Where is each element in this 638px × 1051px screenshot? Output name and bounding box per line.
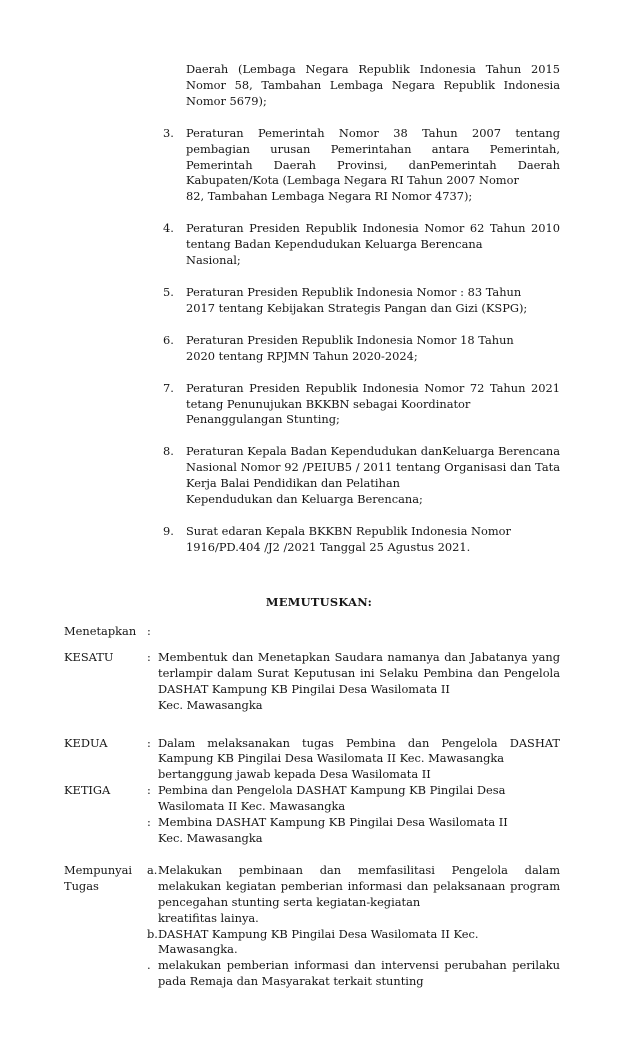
list-item-text: Peraturan Presiden Republik Indonesia Nomor 18 Tahun [186,332,514,347]
list-item-text: Peraturan Pemerintah Nomor 38 Tahun 2007 tentang pembagian urusan Pemerintahan antara Pemerintah, Pemerintah Daerah Provinsi, danPemerintah Daerah Kabupaten/Kota (Lembaga Negara RI Tahun 2007 Nomor [186,125,560,188]
dictum-colon: : [147,815,151,830]
dictum-row-menetapkan [64,624,560,640]
spacer [64,847,564,863]
dictum-row-ketiga-extra [64,815,560,847]
list-item-lastline: 1916/PD.404 /J2 /2021 Tanggal 25 Agustus 2021. [186,539,471,554]
list-item-body [186,333,560,365]
list-item [160,381,560,429]
tugas-lettered-list [147,863,560,990]
list-item-text: Surat edaran Kepala BKKBN Republik Indonesia Nomor [186,523,511,538]
tugas-item-lastline: Mawasangka. [158,942,238,957]
tugas-item [147,927,560,959]
dictum-content [158,815,560,847]
dictum-content-lastline: Wasilomata II Kec. Mawasangka [158,799,346,814]
tugas-item-marker: b. [147,926,158,941]
list-item-text: Peraturan Presiden Republik Indonesia Nomor : 83 Tahun [186,284,522,299]
list-item-marker: 4. [163,221,174,236]
list-item-body [186,285,560,317]
list-item-lastline: 2020 tentang RPJMN Tahun 2020-2024; [186,348,418,363]
list-item [160,444,560,508]
list-item-body [186,524,560,556]
dictum-row-mempunyai-tugas [64,863,560,990]
dictum-colon: : [147,783,151,798]
dictum-label: Menetapkan [64,624,137,638]
continued-paragraph: Daerah (Lembaga Negara Republik Indonesia Tahun 2015 Nomor 58, Tambahan Lembaga Negara Republik Indonesia Nomor 5679); [186,62,560,108]
tugas-item-lastline: kreatifitas lainya. [158,910,259,925]
list-item-marker: 3. [163,125,174,140]
tugas-item-text: melakukan pemberian informasi dan intervensi perubahan perilaku pada Remaja dan Masyarakat terkait stunting [158,958,560,989]
dictum-label [64,863,147,895]
list-item-text: Peraturan Presiden Republik Indonesia Nomor 62 Tahun 2010 tentang Badan Kependudukan Keluarga Berencana [186,221,560,252]
list-item-lastline: 82, Tambahan Lembaga Negara RI Nomor 4737); [186,189,473,204]
dictum-content-lastline: bertanggung jawab kepada Desa Wasilomata II [158,767,431,782]
dictum-row-ketiga [64,783,560,815]
list-item-text: Peraturan Kepala Badan Kependudukan danKeluarga Berencana Nasional Nomor 92 /PEIUB5 / 2011 tentang Organisasi dan Tata Kerja Balai Pendidikan dan Pelatihan [186,444,560,491]
dictum-label-line2: Tugas [64,878,99,893]
dictum-content-lastline: Kec. Mawasangka [158,830,263,845]
dictum-content-text: Membina DASHAT Kampung KB Pingilai Desa Wasilomata II [158,815,508,830]
dictum-colon: : [147,735,151,750]
dictum-content [158,736,560,784]
dictum-colon: : [147,649,151,664]
dictum-row-kesatu [64,650,560,714]
list-item [160,126,560,206]
list-item-body [186,444,560,508]
tugas-item [147,958,560,990]
list-item-body [186,221,560,269]
list-item-lastline: 2017 tentang Kebijakan Strategis Pangan dan Gizi (KSPG); [186,300,528,315]
tugas-item-text: DASHAT Kampung KB Pingilai Desa Wasilomata II Kec. [158,926,479,941]
tugas-item-marker: . [147,958,151,973]
list-item-lastline: Penanggulangan Stunting; [186,412,340,427]
dictum-section [64,624,564,990]
dictum-content [158,650,560,714]
tugas-item-marker: a. [147,862,158,877]
tugas-item-text: Melakukan pembinaan dan memfasilitasi Pengelola dalam melakukan kegiatan pemberian informasi dan pelaksanaan program pencegahan stunting serta kegiatan-kegiatan [158,862,560,909]
dictum-row-kedua [64,736,560,784]
list-item [160,524,560,556]
list-item-body [186,126,560,206]
list-item [160,221,560,269]
list-item-lastline: Nasional; [186,253,241,268]
dictum-content-lastline: Kec. Mawasangka [158,697,263,712]
list-item [160,285,560,317]
list-item-marker: 5. [163,284,174,299]
list-item-marker: 8. [163,444,174,459]
tugas-item [147,863,560,927]
tugas-item-body [158,958,560,990]
list-item-body [186,381,560,429]
spacer [64,640,564,650]
dictum-content [158,783,560,815]
dictum-content-text: Membentuk dan Menetapkan Saudara namanya dan Jabatanya yang terlampir dalam Surat Keputusan ini Selaku Pembina dan Pengelola DASHAT Kampung KB Pingilai Desa Wasilomata II [158,649,560,696]
tugas-item-body [158,863,560,927]
list-item-lastline: Kependudukan dan Keluarga Berencana; [186,492,423,507]
dictum-label: KETIGA [64,783,111,798]
considerans-section [160,62,560,556]
spacer [64,714,564,736]
dictum-label: KESATU [64,649,114,664]
dictum-colon: : [147,624,151,638]
dictum-content-text: Pembina dan Pengelola DASHAT Kampung KB Pingilai Desa [158,783,506,798]
list-item-marker: 7. [163,380,174,395]
dictum-label-line1: Mempunyai [64,862,133,877]
list-item-text: Peraturan Presiden Republik Indonesia Nomor 72 Tahun 2021 tetang Penunujukan BKKBN sebagai Koordinator [186,380,560,411]
list-item-marker: 6. [163,332,174,347]
memutuskan-heading: MEMUTUSKAN: [265,595,373,609]
list-item-marker: 9. [163,523,174,538]
dictum-label: KEDUA [64,735,108,750]
tugas-item-body [158,927,560,959]
list-item [160,333,560,365]
dictum-content-text: Dalam melaksanakan tugas Pembina dan Pengelola DASHAT Kampung KB Pingilai Desa Wasilomata II Kec. Mawasangka [158,735,560,766]
